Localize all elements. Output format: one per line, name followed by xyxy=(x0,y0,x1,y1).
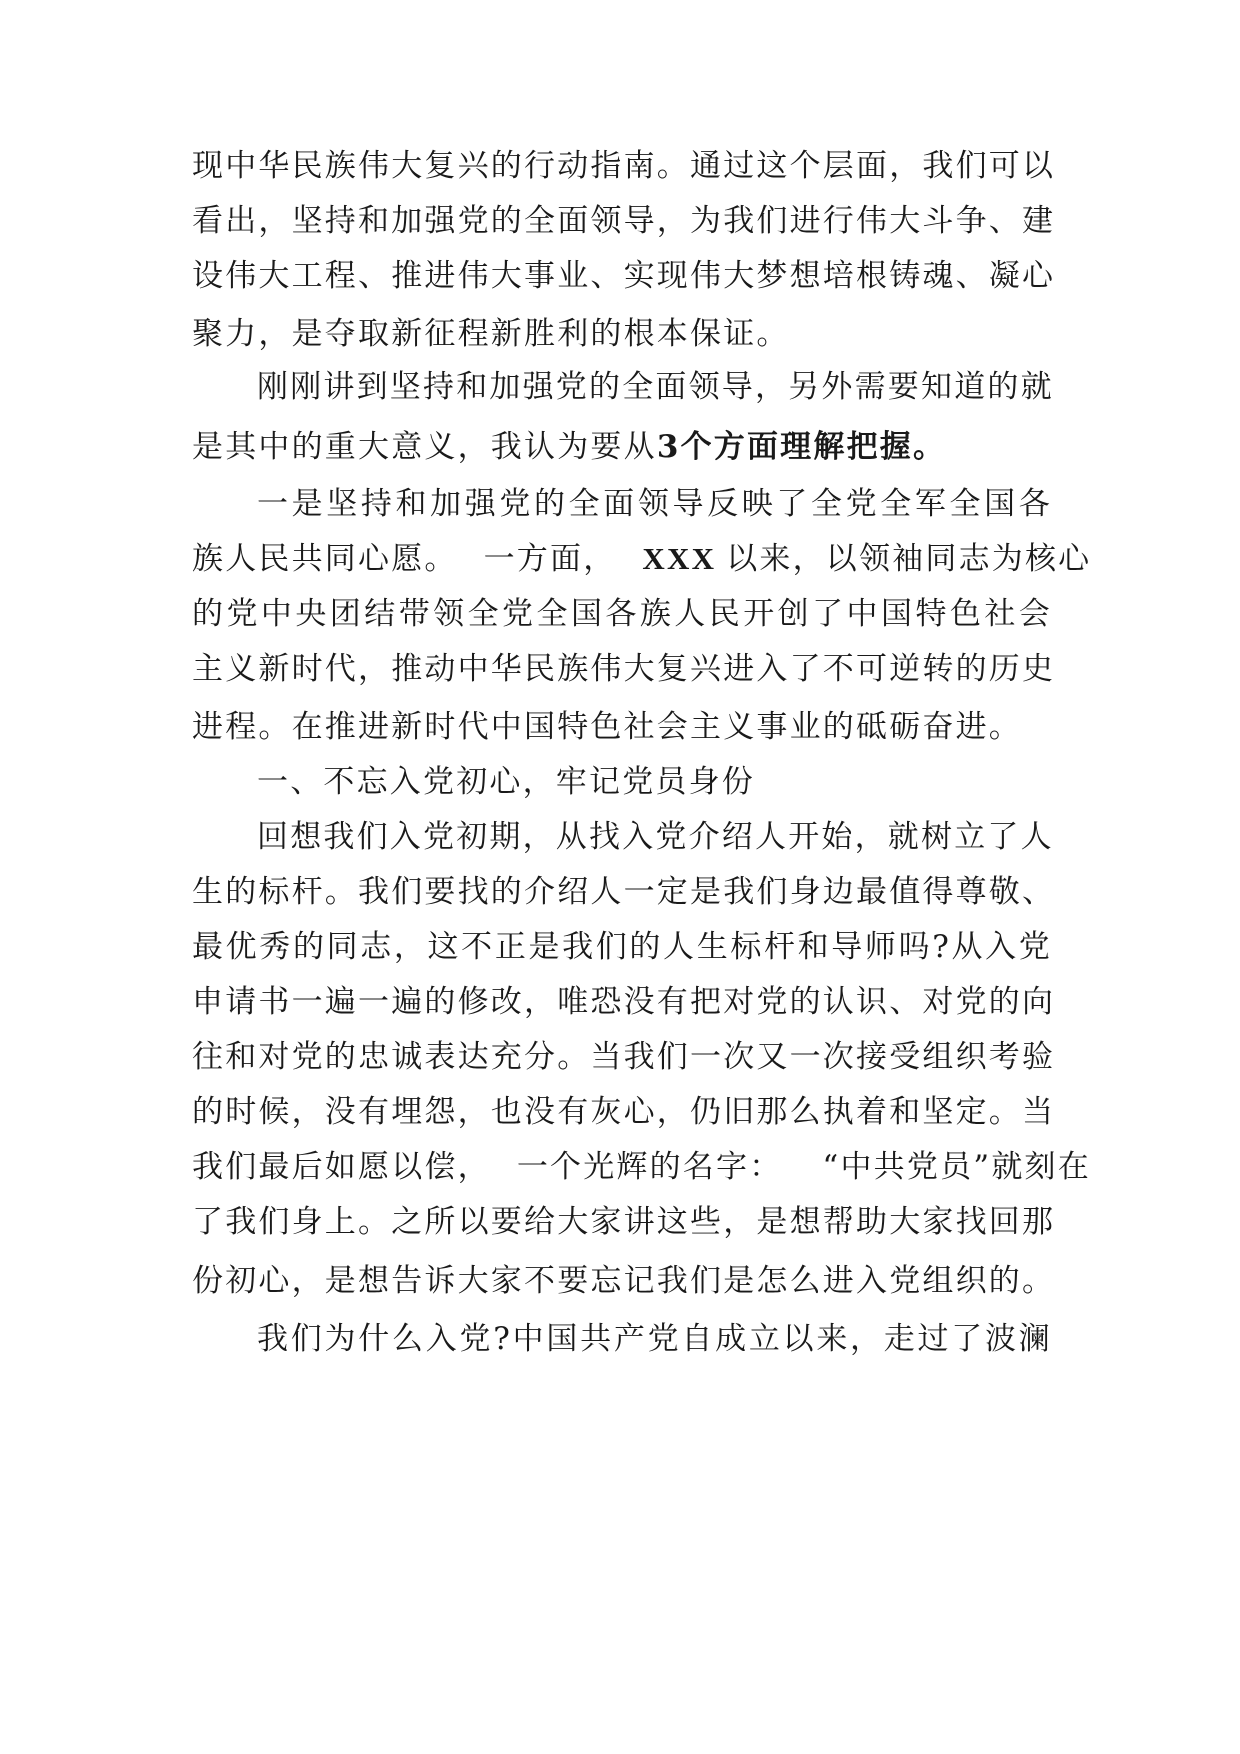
line-text: 族人民共同心愿。 xyxy=(192,541,458,577)
paragraph-line: 申请书一遍一遍的修改，唯恐没有把对党的认识、对党的向 xyxy=(192,984,1056,1020)
line-text: 我们最后如愿以偿， xyxy=(192,1149,491,1185)
paragraph-line: 最优秀的同志，这不正是我们的人生标杆和导师吗?从入党 xyxy=(192,929,1052,965)
paragraph-line: 设伟大工程、推进伟大事业、实现伟大梦想培根铸魂、凝心 xyxy=(192,258,1056,294)
paragraph-line xyxy=(192,539,1092,579)
line-text: 一个光辉的名字： xyxy=(516,1149,783,1185)
line-text: 以来，以领袖同志为核心 xyxy=(726,541,1092,577)
line-text: “中共党员”就刻在 xyxy=(822,1149,1091,1185)
section-heading: 一、不忘入党初心，牢记党员身份 xyxy=(257,764,755,800)
paragraph-line: 的时候，没有埋怨，也没有灰心，仍旧那么执着和坚定。当 xyxy=(192,1094,1056,1130)
paragraph-line: 现中华民族伟大复兴的行动指南。通过这个层面，我们可以 xyxy=(192,148,1056,184)
paragraph-line: 我们为什么入党?中国共产党自成立以来，走过了波澜 xyxy=(257,1321,1052,1357)
paragraph-line: 了我们身上。之所以要给大家讲这些，是想帮助大家找回那 xyxy=(192,1204,1056,1240)
line-text: 一方面， xyxy=(483,541,617,577)
line-text: 是其中的重大意义，我认为要从 xyxy=(192,429,657,465)
paragraph-line: 生的标杆。我们要找的介绍人一定是我们身边最值得尊敬、 xyxy=(192,874,1056,910)
paragraph-line: 一是坚持和加强党的全面领导反映了全党全军全国各 xyxy=(257,486,1052,522)
paragraph-line: 往和对党的忠诚表达充分。当我们一次又一次接受组织考验 xyxy=(192,1039,1056,1075)
paragraph-line xyxy=(192,1147,1091,1187)
paragraph-line: 看出，坚持和加强党的全面领导，为我们进行伟大斗争、建 xyxy=(192,203,1056,239)
paragraph-line: 的党中央团结带领全党全国各族人民开创了中国特色社会 xyxy=(192,596,1052,632)
paragraph-line: 份初心，是想告诉大家不要忘记我们是怎么进入党组织的。 xyxy=(192,1263,1056,1299)
paragraph-line: 主义新时代，推动中华民族伟大复兴进入了不可逆转的历史 xyxy=(192,651,1056,687)
paragraph-line: 回想我们入党初期，从找入党介绍人开始，就树立了人 xyxy=(257,819,1054,855)
paragraph-line xyxy=(192,427,1052,467)
paragraph-line: 刚刚讲到坚持和加强党的全面领导，另外需要知道的就 xyxy=(257,369,1054,405)
emphasis-text: 3个方面理解把握。 xyxy=(656,429,947,465)
paragraph-line: 聚力，是夺取新征程新胜利的根本保证。 xyxy=(192,316,790,352)
paragraph-line: 进程。在推进新时代中国特色社会主义事业的砥砺奋进。 xyxy=(192,709,1022,745)
placeholder-text: XXX xyxy=(642,541,717,576)
